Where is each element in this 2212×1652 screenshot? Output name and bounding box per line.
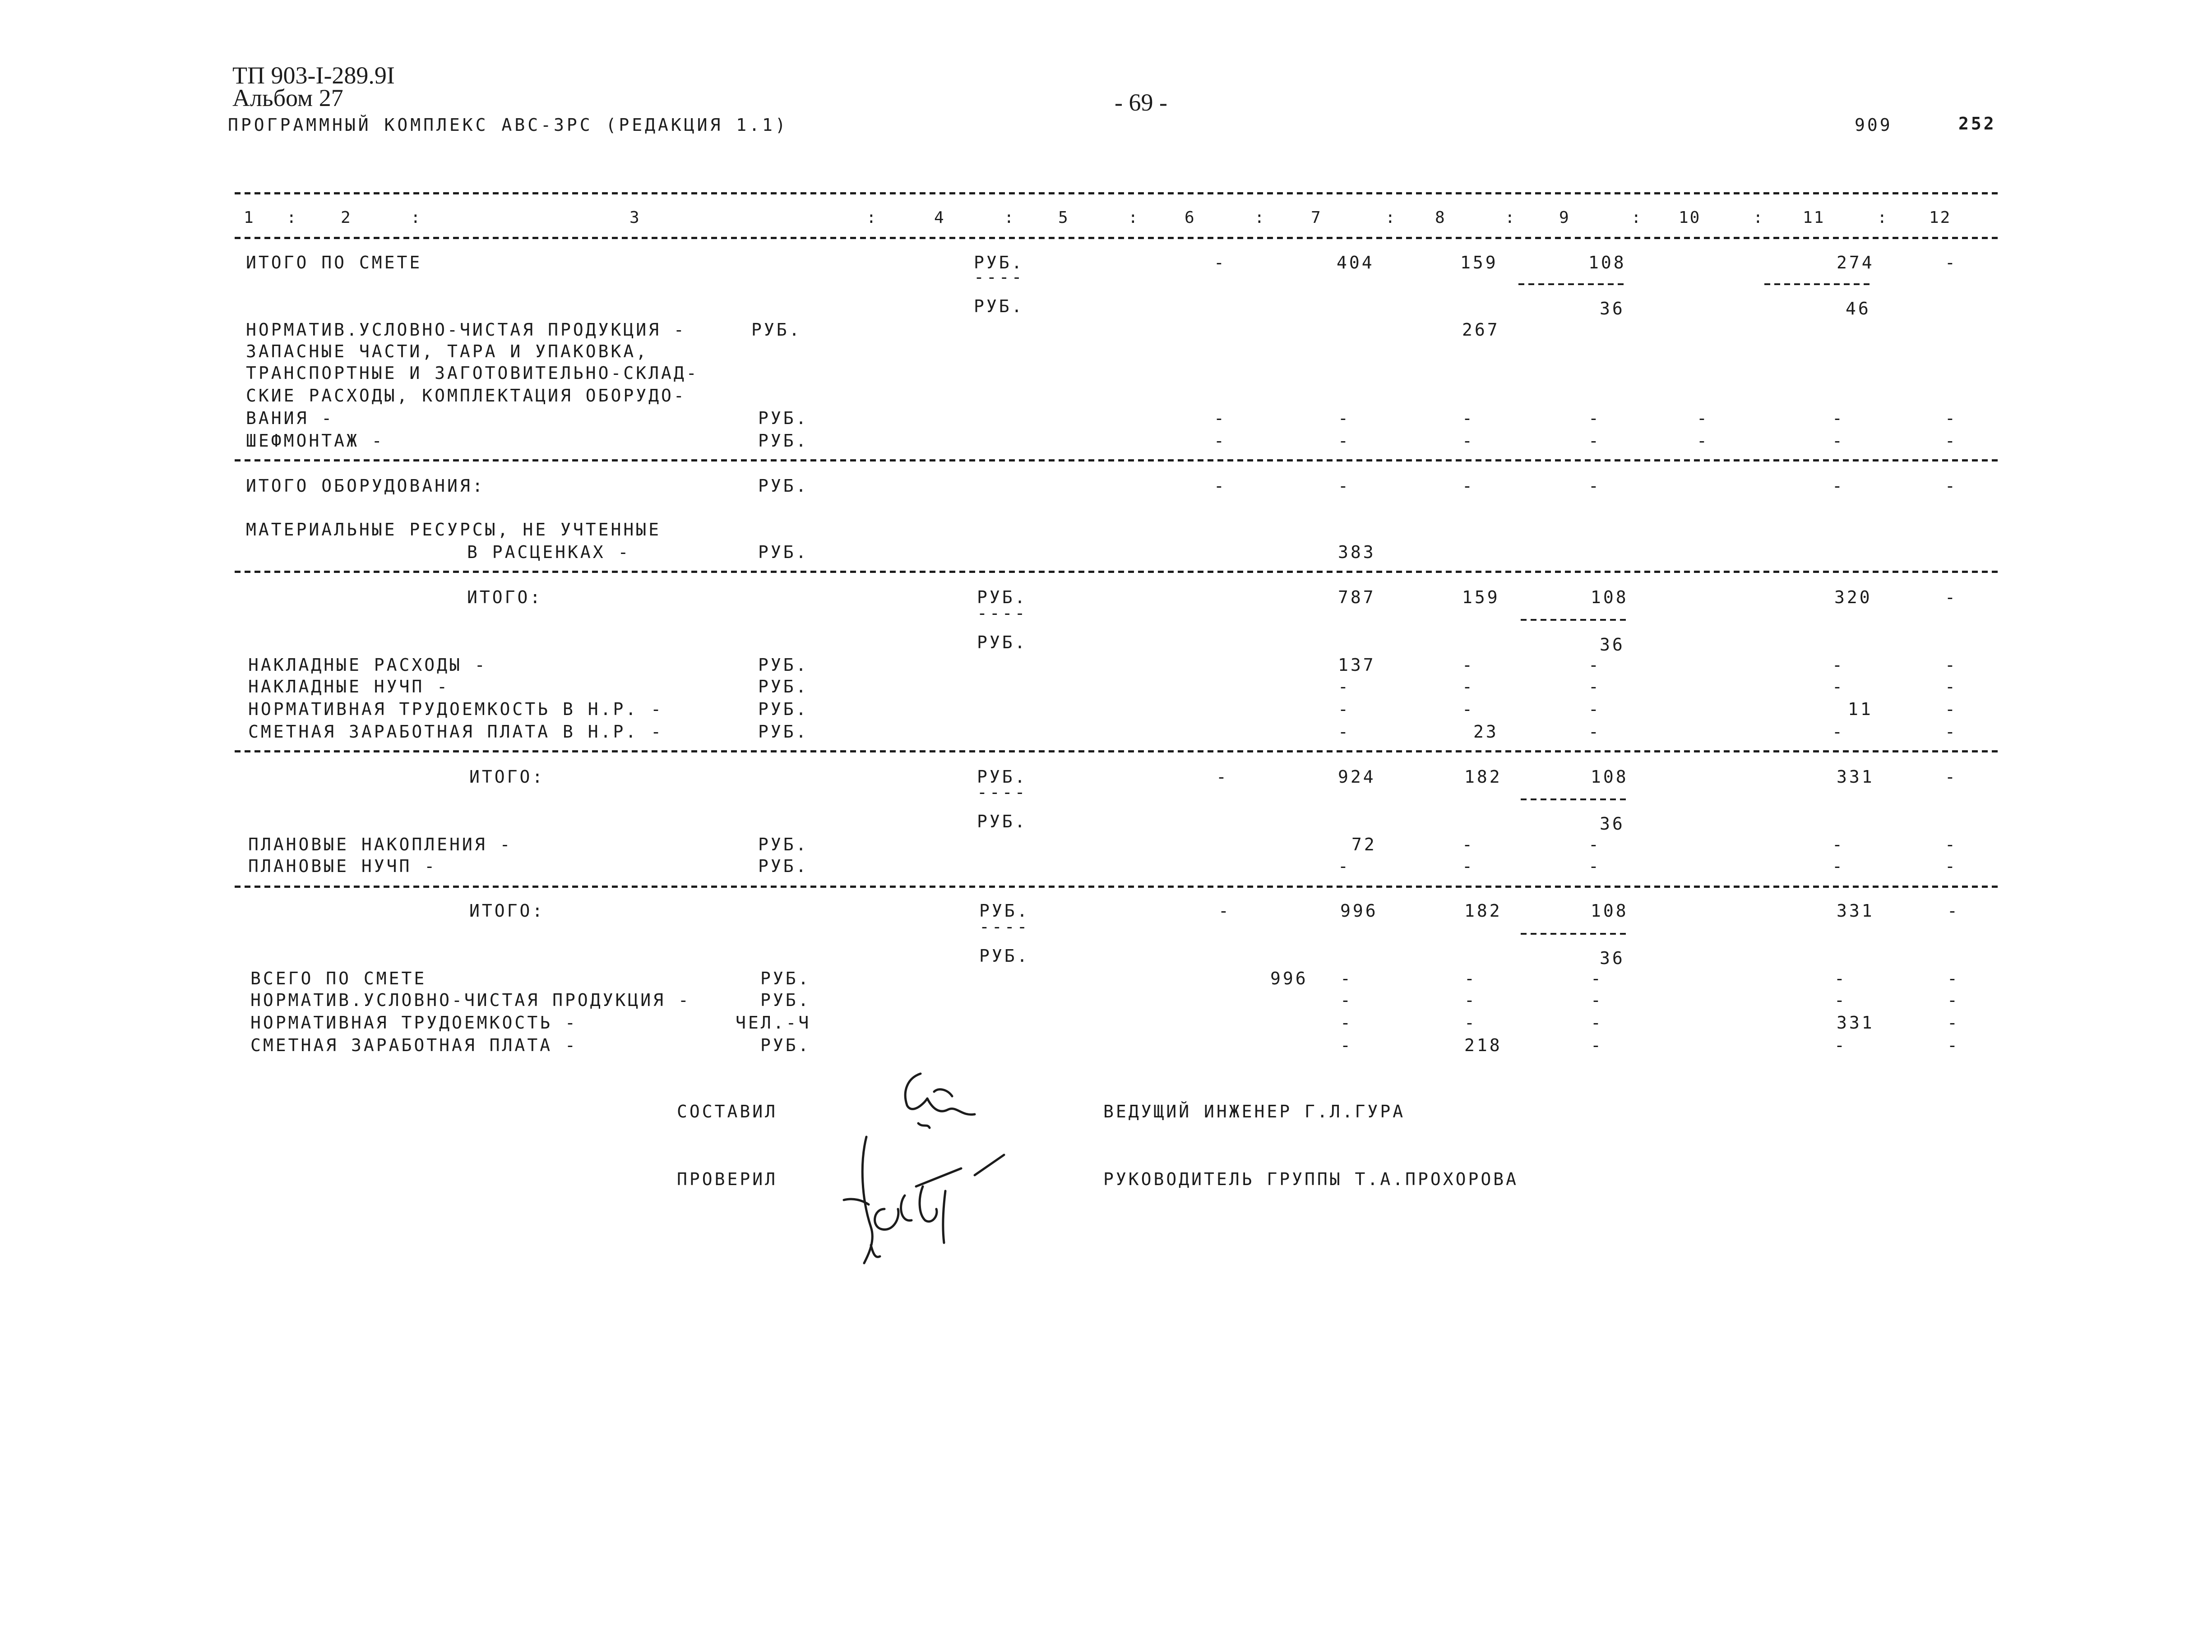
cell-col-10: - — [1697, 408, 1709, 428]
cell-col-11: - — [1832, 408, 1845, 428]
cell-col-12: - — [1945, 767, 1957, 787]
cell-col-7: - — [1338, 856, 1351, 876]
cell-col-6: - — [1214, 253, 1226, 272]
row-label: ВАНИЯ - — [246, 408, 334, 428]
cell-col-11: - — [1832, 856, 1845, 876]
cell-col-12: - — [1945, 677, 1957, 697]
col-8: 8 — [1435, 208, 1446, 227]
cell-col-12: - — [1945, 253, 1957, 272]
unit-cell: РУБ. — [758, 699, 809, 719]
col-sep: : — [1505, 208, 1516, 227]
cell-col-8: - — [1462, 655, 1475, 675]
cell-col-9: - — [1591, 1013, 1603, 1033]
cell-col-11: 11 — [1848, 699, 1873, 719]
cell-col-6: - — [1214, 476, 1226, 496]
cell-col-11: 331 — [1837, 901, 1874, 921]
col-11: 11 — [1803, 208, 1825, 227]
cell-col-7: - — [1338, 476, 1351, 496]
row-label: ТРАНСПОРТНЫЕ И ЗАГОТОВИТЕЛЬНО-СКЛАД- — [246, 363, 699, 383]
page-number: - 69 - — [1115, 89, 1167, 116]
table-rule — [235, 571, 1999, 573]
col-10: 10 — [1679, 208, 1701, 227]
cell-col-11: 331 — [1837, 767, 1874, 787]
col-sep: : — [287, 208, 298, 227]
unit-cell: РУБ. — [974, 253, 1024, 272]
checked-label: ПРОВЕРИЛ — [677, 1169, 778, 1189]
cell-col-11: - — [1832, 722, 1845, 742]
cell-col-7: - — [1338, 431, 1351, 451]
compiled-by: ВЕДУЩИЙ ИНЖЕНЕР Г.Л.ГУРА — [1103, 1102, 1406, 1121]
unit-cell: РУБ. — [758, 408, 809, 428]
row-label: НАКЛАДНЫЕ НУЧП - — [248, 677, 450, 697]
cell-col-7: 924 — [1338, 767, 1376, 787]
row-label: СКИЕ РАСХОДЫ, КОМПЛЕКТАЦИЯ ОБОРУДО- — [246, 386, 686, 406]
row-label: ИТОГО ОБОРУДОВАНИЯ: — [246, 476, 485, 496]
cell-col-11: - — [1834, 990, 1847, 1010]
cell-col-12: - — [1945, 655, 1957, 675]
cell-col-7: - — [1340, 1035, 1353, 1055]
cell-col-12: - — [1945, 722, 1957, 742]
cell-col-9: 108 — [1591, 901, 1629, 921]
row-label: НОРМАТИВ.УСЛОВНО-ЧИСТАЯ ПРОДУКЦИЯ - — [246, 320, 686, 340]
row-label: ЗАПАСНЫЕ ЧАСТИ, ТАРА И УПАКОВКА, — [246, 341, 649, 361]
unit-cell: РУБ. — [760, 1035, 811, 1055]
cell-col-8: 159 — [1460, 253, 1498, 272]
cell-col-11: - — [1832, 476, 1845, 496]
cell-col-7: 383 — [1338, 542, 1376, 562]
cell-col-7: 996 — [1340, 901, 1378, 921]
unit-cell: РУБ. — [977, 812, 1027, 831]
cell-col-9: - — [1588, 655, 1601, 675]
unit-separator: ---- — [979, 917, 1030, 937]
cell-col-11: 46 — [1846, 299, 1871, 318]
cell-col-10: - — [1697, 431, 1709, 451]
cell-col-9: 108 — [1591, 587, 1629, 607]
sheet-number-left: 909 — [1855, 115, 1893, 135]
subtotal-rule — [1521, 933, 1629, 935]
unit-cell: РУБ. — [758, 476, 809, 496]
cell-col-9: - — [1591, 990, 1603, 1010]
cell-col-8: - — [1462, 677, 1475, 697]
cell-col-6: 996 — [1270, 969, 1308, 988]
col-5: 5 — [1058, 208, 1069, 227]
cell-col-8: 218 — [1464, 1035, 1502, 1055]
unit-cell: РУБ. — [979, 946, 1030, 966]
row-label: ШЕФМОНТАЖ - — [246, 431, 384, 451]
unit-cell: РУБ. — [974, 296, 1024, 316]
cell-col-11: 274 — [1837, 253, 1874, 272]
cell-col-7: 404 — [1337, 253, 1374, 272]
sheet-number-right: 252 — [1958, 114, 1996, 134]
cell-col-12: - — [1947, 1013, 1960, 1033]
col-sep: : — [411, 208, 422, 227]
cell-col-8: - — [1462, 476, 1475, 496]
unit-cell: РУБ. — [758, 856, 809, 876]
cell-col-8: 182 — [1464, 767, 1502, 787]
cell-col-11: - — [1832, 677, 1845, 697]
cell-col-11: 331 — [1837, 1013, 1874, 1033]
cell-col-12: - — [1945, 476, 1957, 496]
cell-col-9: 36 — [1600, 814, 1625, 834]
cell-col-12: - — [1945, 856, 1957, 876]
cell-col-7: 137 — [1338, 655, 1376, 675]
unit-cell: РУБ. — [758, 677, 809, 697]
row-label: СМЕТНАЯ ЗАРАБОТНАЯ ПЛАТА В Н.Р. - — [248, 722, 663, 742]
cell-col-6: - — [1214, 431, 1226, 451]
row-label: МАТЕРИАЛЬНЫЕ РЕСУРСЫ, НЕ УЧТЕННЫЕ — [246, 520, 661, 540]
cell-col-9: 36 — [1600, 299, 1625, 318]
row-label: ПЛАНОВЫЕ НАКОПЛЕНИЯ - — [248, 835, 513, 854]
cell-col-7: - — [1338, 699, 1351, 719]
unit-cell: РУБ. — [758, 722, 809, 742]
cell-col-8: 267 — [1462, 320, 1500, 340]
unit-cell: РУБ. — [758, 835, 809, 854]
cell-col-8: - — [1464, 1013, 1477, 1033]
cell-col-11: 320 — [1834, 587, 1872, 607]
col-9: 9 — [1559, 208, 1570, 227]
unit-cell: РУБ. — [977, 767, 1027, 787]
cell-col-8: 182 — [1464, 901, 1502, 921]
row-label: НОРМАТИВНАЯ ТРУДОЕМКОСТЬ В Н.Р. - — [248, 699, 663, 719]
cell-col-12: - — [1945, 699, 1957, 719]
unit-separator: ---- — [977, 782, 1027, 802]
cell-col-9: - — [1588, 431, 1601, 451]
table-rule — [235, 459, 1999, 461]
doc-code: ТП 903-I-289.9I — [232, 62, 395, 89]
unit-cell: РУБ. — [977, 632, 1027, 652]
row-label: ИТОГО: — [469, 767, 545, 787]
unit-cell: РУБ. — [979, 901, 1030, 921]
subtotal-rule — [1521, 619, 1629, 621]
cell-col-7: - — [1340, 1013, 1353, 1033]
compiled-label: СОСТАВИЛ — [677, 1102, 778, 1121]
cell-col-7: - — [1340, 969, 1353, 988]
cell-col-6: - — [1214, 408, 1226, 428]
unit-cell: РУБ. — [760, 990, 811, 1010]
row-label: НАКЛАДНЫЕ РАСХОДЫ - — [248, 655, 487, 675]
cell-col-9: - — [1588, 476, 1601, 496]
cell-col-11: - — [1834, 969, 1847, 988]
cell-col-7: - — [1338, 677, 1351, 697]
col-sep: : — [1631, 208, 1643, 227]
row-label: НОРМАТИВ.УСЛОВНО-ЧИСТАЯ ПРОДУКЦИЯ - — [250, 990, 691, 1010]
album-label: Альбом 27 — [232, 84, 343, 111]
cell-col-9: - — [1588, 856, 1601, 876]
cell-col-9: - — [1591, 1035, 1603, 1055]
cell-col-12: - — [1947, 990, 1960, 1010]
row-label: НОРМАТИВНАЯ ТРУДОЕМКОСТЬ - — [250, 1013, 578, 1033]
unit-cell: ЧЕЛ.-Ч — [736, 1013, 811, 1033]
col-6: 6 — [1185, 208, 1196, 227]
col-sep: : — [866, 208, 878, 227]
unit-cell: РУБ. — [760, 969, 811, 988]
cell-col-8: - — [1462, 835, 1475, 854]
col-sep: : — [1385, 208, 1397, 227]
unit-separator: ---- — [974, 267, 1024, 287]
cell-col-6: - — [1216, 767, 1229, 787]
cell-col-8: 23 — [1473, 722, 1499, 742]
col-sep: : — [1254, 208, 1266, 227]
cell-col-8: - — [1464, 969, 1477, 988]
row-label: ПЛАНОВЫЕ НУЧП - — [248, 856, 437, 876]
unit-separator: ---- — [977, 603, 1027, 623]
checked-by: РУКОВОДИТЕЛЬ ГРУППЫ Т.А.ПРОХОРОВА — [1103, 1169, 1518, 1189]
cell-col-7: 787 — [1338, 587, 1376, 607]
col-1: 1 — [244, 208, 255, 227]
cell-col-11: - — [1834, 1035, 1847, 1055]
cell-col-12: - — [1947, 969, 1960, 988]
row-label: ИТОГО: — [469, 901, 545, 921]
table-rule — [235, 237, 1999, 239]
table-rule-top — [235, 192, 1999, 194]
col-4: 4 — [934, 208, 945, 227]
unit-cell: РУБ. — [758, 655, 809, 675]
col-sep: : — [1753, 208, 1764, 227]
subtotal-rule — [1764, 283, 1873, 285]
cell-col-9: - — [1588, 699, 1601, 719]
row-label: ВСЕГО ПО СМЕТЕ — [250, 969, 427, 988]
unit-cell: РУБ. — [751, 320, 802, 340]
cell-col-11: - — [1832, 431, 1845, 451]
cell-col-7: 72 — [1351, 835, 1377, 854]
unit-cell: РУБ. — [977, 587, 1027, 607]
col-2: 2 — [341, 208, 352, 227]
row-label: ИТОГО ПО СМЕТЕ — [246, 253, 422, 272]
col-sep: : — [1128, 208, 1139, 227]
row-label: В РАСЦЕНКАХ - — [467, 542, 631, 562]
cell-col-6: - — [1218, 901, 1231, 921]
cell-col-9: - — [1588, 408, 1601, 428]
cell-col-9: - — [1591, 969, 1603, 988]
cell-col-9: - — [1588, 835, 1601, 854]
col-sep: : — [1004, 208, 1015, 227]
subtotal-rule — [1521, 798, 1629, 800]
cell-col-7: - — [1338, 722, 1351, 742]
cell-col-9: - — [1588, 722, 1601, 742]
cell-col-8: - — [1462, 699, 1475, 719]
unit-cell: РУБ. — [758, 431, 809, 451]
cell-col-8: - — [1462, 408, 1475, 428]
col-12: 12 — [1929, 208, 1952, 227]
cell-col-12: - — [1945, 408, 1957, 428]
cell-col-11: - — [1832, 835, 1845, 854]
row-label: ИТОГО: — [467, 587, 543, 607]
cell-col-12: - — [1947, 1035, 1960, 1055]
col-3: 3 — [629, 208, 641, 227]
cell-col-8: - — [1462, 431, 1475, 451]
cell-col-7: - — [1340, 990, 1353, 1010]
cell-col-12: - — [1945, 431, 1957, 451]
cell-col-11: - — [1832, 655, 1845, 675]
table-rule — [235, 750, 1999, 752]
cell-col-9: 36 — [1600, 948, 1625, 968]
row-label: СМЕТНАЯ ЗАРАБОТНАЯ ПЛАТА - — [250, 1035, 578, 1055]
cell-col-9: 108 — [1591, 767, 1629, 787]
cell-col-12: - — [1947, 901, 1960, 921]
program-title: ПРОГРАММНЫЙ КОМПЛЕКС АВС-3РС (РЕДАКЦИЯ 1.1) — [228, 115, 788, 135]
subtotal-rule — [1518, 283, 1627, 285]
cell-col-12: - — [1945, 587, 1957, 607]
cell-col-8: - — [1464, 990, 1477, 1010]
cell-col-12: - — [1945, 835, 1957, 854]
table-rule — [235, 886, 1999, 888]
cell-col-8: - — [1462, 856, 1475, 876]
col-7: 7 — [1311, 208, 1322, 227]
cell-col-9: 108 — [1588, 253, 1626, 272]
cell-col-7: - — [1338, 408, 1351, 428]
handwritten-signature-icon — [826, 1065, 1042, 1281]
cell-col-9: - — [1588, 677, 1601, 697]
unit-cell: РУБ. — [758, 542, 809, 562]
col-sep: : — [1877, 208, 1888, 227]
cell-col-9: 36 — [1600, 635, 1625, 655]
cell-col-8: 159 — [1462, 587, 1500, 607]
